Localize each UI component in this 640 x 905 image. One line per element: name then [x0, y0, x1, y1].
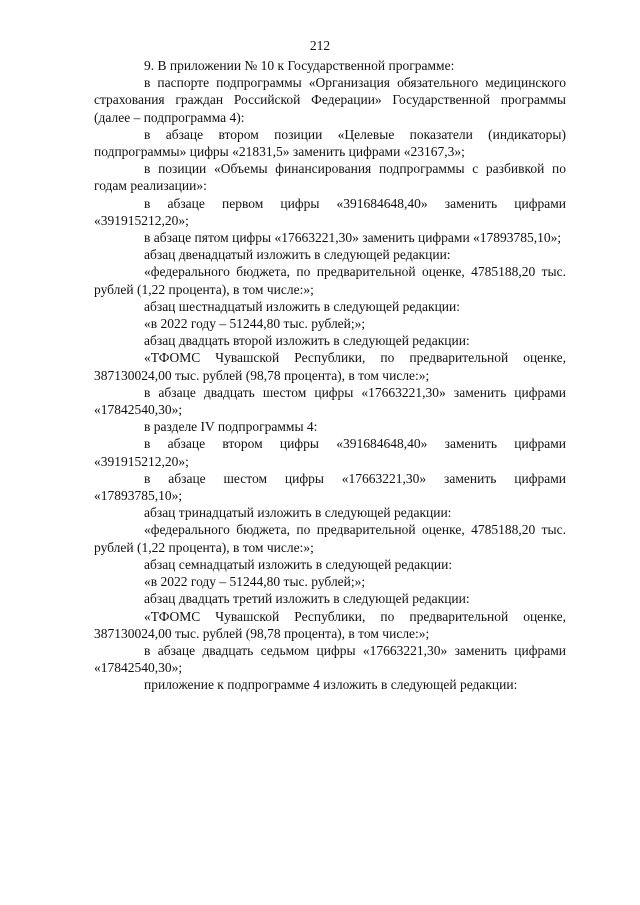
paragraph-8: «федерального бюджета, по предварительной оценке, 4785188,20 тыс. рублей (1,22 процента), в том числе:»; — [94, 264, 566, 297]
paragraph-20: «в 2022 году – 51244,80 тыс. рублей;»; — [144, 574, 366, 590]
page-number: 212 — [309, 38, 331, 53]
paragraph-2: в паспорте подпрограммы «Организация обязательного медицинского страхования граждан Российской Федерации» Государственной программы (далее – подпрограмма 4): — [94, 75, 566, 125]
paragraph-4: в позиции «Объемы финансирования подпрограммы с разбивкой по годам реализации»: — [94, 161, 566, 194]
paragraph-22: «ТФОМС Чувашской Республики, по предварительной оценке, 387130024,00 тыс. рублей (98,78 процента), в том числе:»; — [94, 608, 566, 641]
paragraph-1: 9. В приложении № 10 к Государственной программе: — [144, 58, 455, 73]
paragraph-23: в абзаце двадцать седьмом цифры «17663221,30» заменить цифрами «17842540,30»; — [94, 642, 566, 676]
document-body — [94, 57, 566, 694]
paragraph-7: абзац двенадцатый изложить в следующей редакции: — [144, 247, 451, 263]
paragraph-5: в абзаце первом цифры «391684648,40» заменить цифрами «391915212,20»; — [94, 195, 566, 228]
paragraph-12: «ТФОМС Чувашской Республики, по предварительной оценке, 387130024,00 тыс. рублей (98,78 процента), в том числе:»; — [94, 350, 566, 383]
paragraph-18: «федерального бюджета, по предварительной оценке, 4785188,20 тыс. рублей (1,22 процента), в том числе:»; — [94, 522, 566, 555]
paragraph-17: абзац тринадцатый изложить в следующей редакции: — [144, 505, 452, 521]
paragraph-24: приложение к подпрограмме 4 изложить в следующей редакции: — [144, 677, 518, 693]
paragraph-14: в разделе IV подпрограммы 4: — [144, 419, 318, 435]
paragraph-19: абзац семнадцатый изложить в следующей редакции: — [144, 556, 453, 572]
paragraph-10: «в 2022 году – 51244,80 тыс. рублей;»; — [144, 316, 366, 332]
paragraph-15: в абзаце втором цифры «391684648,40» заменить цифрами «391915212,20»; — [94, 436, 566, 469]
paragraph-21: абзац двадцать третий изложить в следующей редакции: — [144, 591, 470, 607]
paragraph-11: абзац двадцать второй изложить в следующей редакции: — [144, 333, 470, 349]
paragraph-16: в абзаце шестом цифры «17663221,30» заменить цифрами «17893785,10»; — [94, 470, 566, 504]
paragraph-6: в абзаце пятом цифры «17663221,30» заменить цифрами «17893785,10»; — [144, 230, 562, 246]
paragraph-3: в абзаце втором позиции «Целевые показатели (индикаторы) подпрограммы» цифры «21831,5» заменить цифрами «23167,3»; — [94, 126, 566, 160]
paragraph-9: абзац шестнадцатый изложить в следующей редакции: — [144, 298, 461, 314]
paragraph-13: в абзаце двадцать шестом цифры «17663221,30» заменить цифрами «17842540,30»; — [94, 384, 566, 418]
